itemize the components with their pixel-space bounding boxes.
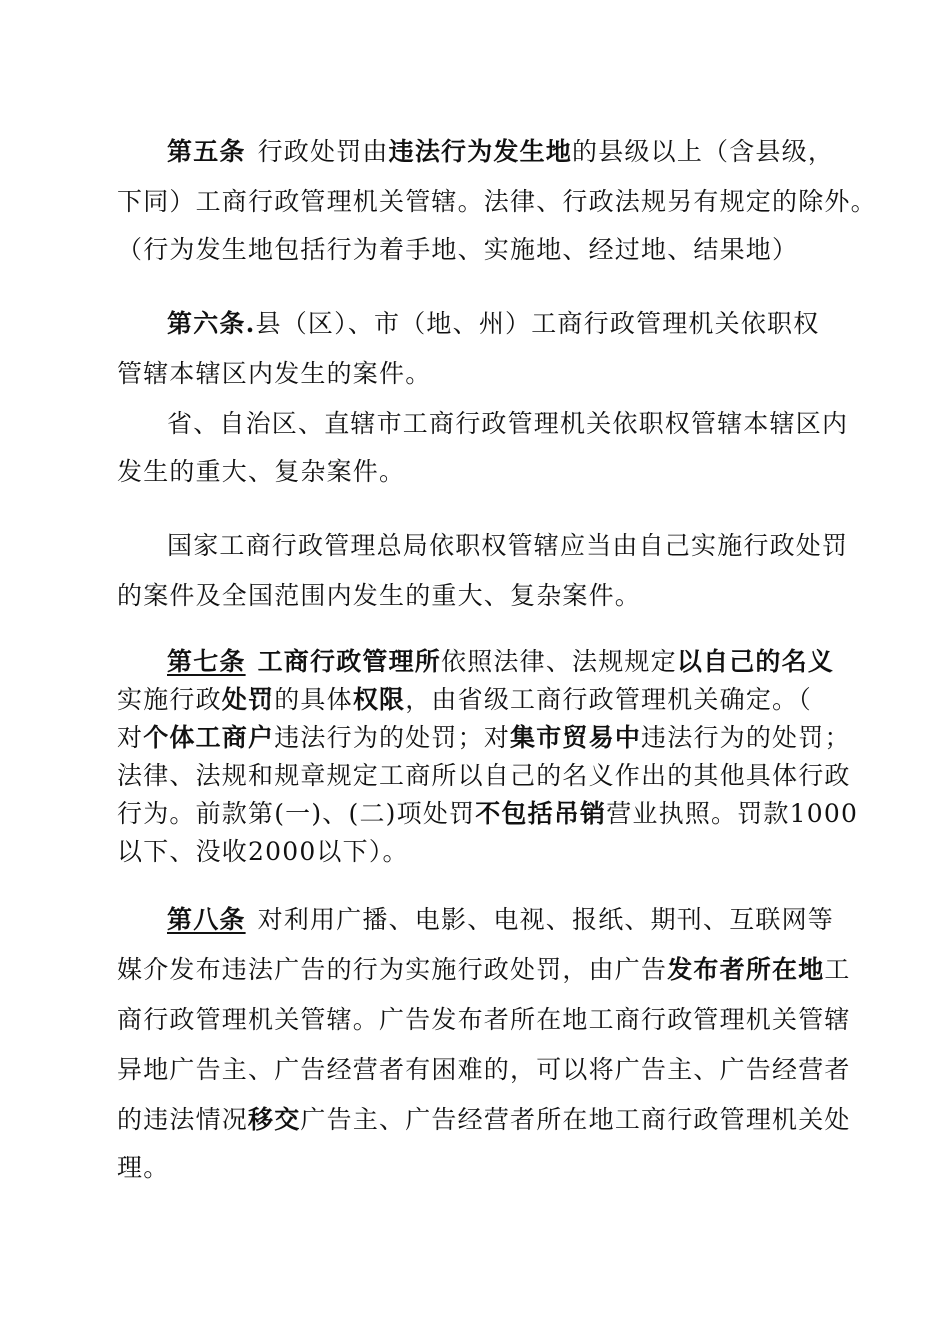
article-5-heading: 第五条: [167, 137, 246, 166]
article-6-heading: 第六条.: [167, 309, 256, 338]
article-8-line-4: 异地广告主、广告经营者有困难的，可以将广告主、广告经营者: [117, 1055, 851, 1084]
article-6-para-3-line-1: 国家工商行政管理总局依职权管辖应当由自己实施行政处罚: [167, 531, 849, 560]
article-7-line-5: 行为。前款第(一)、(二)项处罚不包括吊销营业执照。罚款1000: [117, 799, 859, 828]
article-6-line-2: 管辖本辖区内发生的案件。: [117, 359, 432, 388]
article-8-line-2: 媒介发布违法广告的行为实施行政处罚，由广告发布者所在地工: [117, 955, 851, 984]
article-6-para-3-line-2: 的案件及全国范围内发生的重大、复杂案件。: [117, 581, 642, 610]
article-5-line-1: 第五条 行政处罚由违法行为发生地的县级以上（含县级，: [167, 137, 835, 166]
article-7-line-6: 以下、没收2000以下）。: [117, 837, 409, 866]
article-8-line-6: 理。: [117, 1153, 170, 1182]
article-8-heading: 第八条: [167, 905, 246, 934]
article-6-line-1: 第六条.县（区）、市（地、州）工商行政管理机关依职权: [167, 309, 820, 338]
article-6-para-2-line-2: 发生的重大、复杂案件。: [117, 457, 406, 486]
article-5-line-2: 下同）工商行政管理机关管辖。法律、行政法规另有规定的除外。: [117, 187, 877, 216]
article-5-line-3: （行为发生地包括行为着手地、实施地、经过地、结果地）: [117, 235, 799, 264]
article-8-line-3: 商行政管理机关管辖。广告发布者所在地工商行政管理机关管辖: [117, 1005, 851, 1034]
article-6-para-2-line-1: 省、自治区、直辖市工商行政管理机关依职权管辖本辖区内: [167, 409, 849, 438]
article-8-line-5: 的违法情况移交广告主、广告经营者所在地工商行政管理机关处: [117, 1105, 851, 1134]
article-7-line-1: 第七条 工商行政管理所依照法律、法规规定以自己的名义: [167, 647, 835, 676]
article-7-line-3: 对个体工商户违法行为的处罚；对集市贸易中违法行为的处罚；: [117, 723, 851, 752]
article-7-line-4: 法律、法规和规章规定工商所以自己的名义作出的其他具体行政: [117, 761, 851, 790]
article-7-heading: 第七条: [167, 647, 246, 676]
article-7-line-2: 实施行政处罚的具体权限，由省级工商行政管理机关确定。（: [117, 685, 812, 714]
article-8-line-1: 第八条 对利用广播、电影、电视、报纸、期刊、互联网等: [167, 905, 835, 934]
